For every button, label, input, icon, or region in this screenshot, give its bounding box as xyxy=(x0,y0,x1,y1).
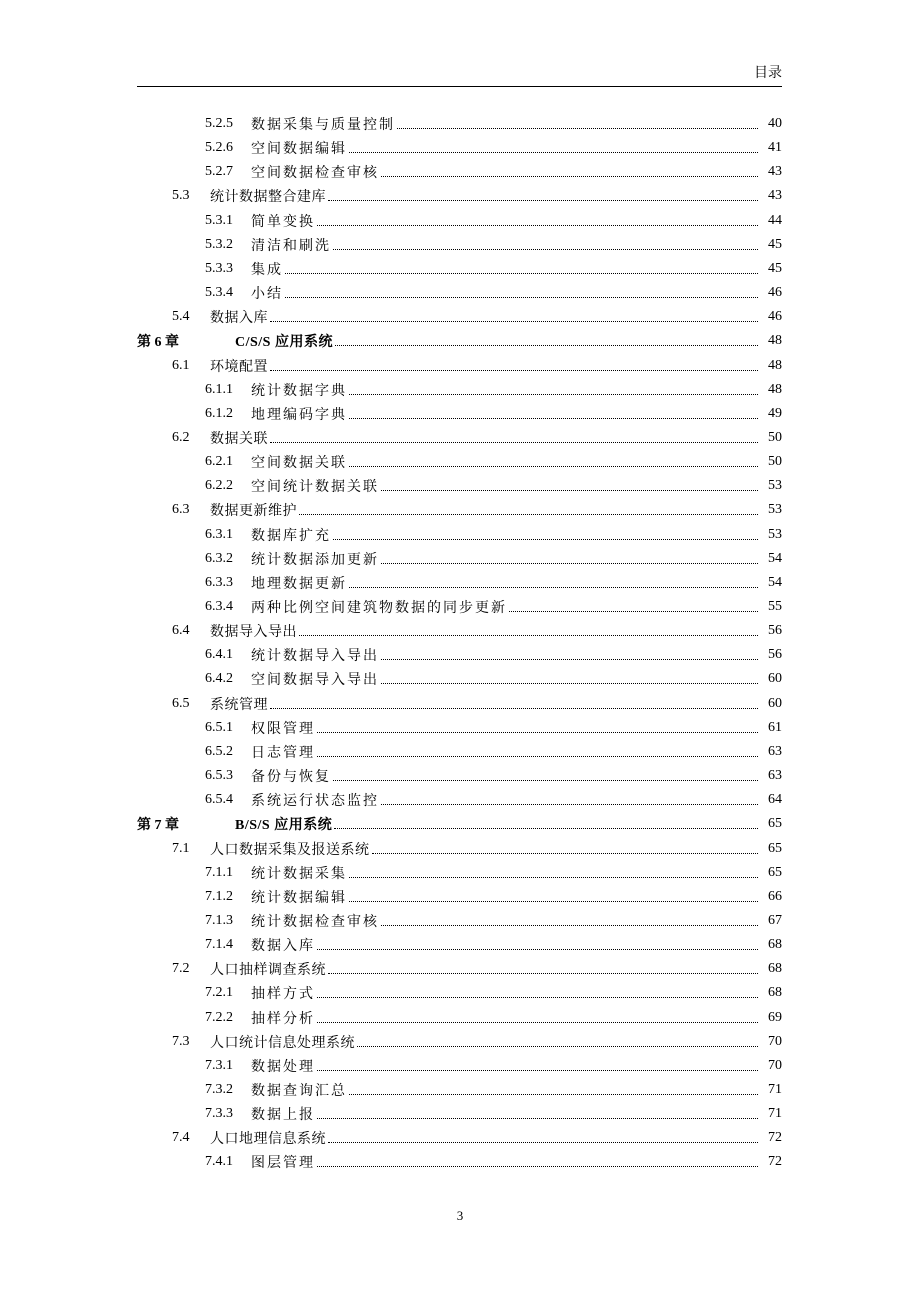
toc-leader-dots xyxy=(333,528,758,542)
header-title: 目录 xyxy=(754,66,782,81)
toc-entry-title: 抽样方式 xyxy=(251,987,315,1003)
toc-entry-page: 68 xyxy=(768,937,782,953)
toc-entry-number: 6.2.2 xyxy=(205,478,233,494)
toc-leader-dots xyxy=(270,310,758,324)
toc-entry-number: 7.3.1 xyxy=(205,1057,233,1073)
toc-entry-title: 备份与恢复 xyxy=(251,770,331,786)
toc-entry-number: 5.3.2 xyxy=(205,236,233,252)
toc-entry-page: 45 xyxy=(768,260,782,276)
toc-leader-dots xyxy=(381,648,758,662)
toc-entry-number: 5.3.1 xyxy=(205,212,233,228)
toc-entry-title: 系统管理 xyxy=(210,697,268,713)
toc-entry-title: 人口抽样调查系统 xyxy=(210,963,326,979)
toc-entry[interactable] xyxy=(172,837,782,861)
toc-entry-title: 空间数据检查审核 xyxy=(251,166,379,182)
toc-entry[interactable] xyxy=(205,571,782,595)
toc-entry[interactable] xyxy=(205,933,782,957)
toc-leader-dots xyxy=(317,938,758,952)
toc-entry-page: 63 xyxy=(768,743,782,759)
toc-entry-title: 空间数据关联 xyxy=(251,456,347,472)
toc-leader-dots xyxy=(349,576,758,590)
toc-entry-title: 数据处理 xyxy=(251,1059,315,1075)
toc-entry-number: 5.3 xyxy=(172,188,190,204)
toc-leader-dots xyxy=(397,117,758,131)
toc-leader-dots xyxy=(334,817,758,831)
toc-entry-number: 7.1 xyxy=(172,840,190,856)
toc-leader-dots xyxy=(333,238,758,252)
toc-leader-dots xyxy=(357,1035,758,1049)
toc-leader-dots xyxy=(317,721,758,735)
toc-leader-dots xyxy=(317,1155,758,1169)
toc-entry-title: 数据库扩充 xyxy=(251,528,331,544)
toc-entry[interactable] xyxy=(205,523,782,547)
toc-entry-title: 简单变换 xyxy=(251,214,315,230)
toc-entry-number: 5.2.6 xyxy=(205,140,233,156)
toc-entry-number: 6.3 xyxy=(172,502,190,518)
toc-entry[interactable] xyxy=(205,209,782,233)
toc-leader-dots xyxy=(270,359,758,373)
toc-entry-title: 统计数据采集 xyxy=(251,866,347,882)
toc-entry-number: 7.3.3 xyxy=(205,1106,233,1122)
toc-leader-dots xyxy=(317,1107,758,1121)
toc-entry-title: 图层管理 xyxy=(251,1156,315,1172)
toc-entry-page: 50 xyxy=(768,454,782,470)
toc-entry-page: 45 xyxy=(768,236,782,252)
toc-entry[interactable] xyxy=(205,909,782,933)
toc-entry-number: 6.5.3 xyxy=(205,768,233,784)
toc-entry-page: 60 xyxy=(768,695,782,711)
toc-entry-title: 统计数据添加更新 xyxy=(251,552,379,568)
toc-entry-page: 70 xyxy=(768,1033,782,1049)
toc-leader-dots xyxy=(317,1011,758,1025)
toc-entry-title: 数据采集与质量控制 xyxy=(251,118,395,133)
toc-leader-dots xyxy=(328,1131,758,1145)
toc-entry-number: 第 6 章 xyxy=(137,335,179,351)
toc-entry[interactable] xyxy=(205,450,782,474)
toc-entry-number: 6.1.1 xyxy=(205,381,233,397)
toc-entry-page: 61 xyxy=(768,719,782,735)
toc-entry-number: 7.1.3 xyxy=(205,912,233,928)
toc-entry-title: 权限管理 xyxy=(251,721,315,737)
toc-entry-number: 6.4.1 xyxy=(205,647,233,663)
toc-entry-title: 环境配置 xyxy=(210,359,268,375)
toc-leader-dots xyxy=(349,407,758,421)
toc-entry[interactable] xyxy=(205,764,782,788)
toc-entry[interactable] xyxy=(205,547,782,571)
toc-entry-title: 统计数据字典 xyxy=(251,383,347,399)
toc-leader-dots xyxy=(285,262,758,276)
toc-entry-number: 6.2 xyxy=(172,429,190,445)
toc-entry-number: 5.3.3 xyxy=(205,260,233,276)
toc-entry-number: 7.2 xyxy=(172,961,190,977)
toc-entry-title: 数据入库 xyxy=(251,939,315,955)
toc-entry-page: 68 xyxy=(768,985,782,1001)
toc-entry-title: 人口地理信息系统 xyxy=(210,1132,326,1148)
toc-entry-number: 6.5 xyxy=(172,695,190,711)
toc-entry-number: 7.4 xyxy=(172,1130,190,1146)
toc-leader-dots xyxy=(299,624,758,638)
toc-entry-title: 统计数据编辑 xyxy=(251,890,347,906)
toc-leader-dots xyxy=(509,600,758,614)
toc-entry-page: 49 xyxy=(768,405,782,421)
toc-entry-title: 空间数据导入导出 xyxy=(251,673,379,689)
toc-entry-title: B/S/S 应用系统 xyxy=(235,818,333,834)
toc-entry-page: 65 xyxy=(768,840,782,856)
toc-leader-dots xyxy=(372,842,759,856)
toc-entry-title: C/S/S 应用系统 xyxy=(235,335,333,351)
toc-entry[interactable] xyxy=(205,474,782,498)
toc-entry-title: 统计数据检查审核 xyxy=(251,914,379,930)
toc-entry-title: 数据更新维护 xyxy=(210,504,297,520)
toc-entry-page: 46 xyxy=(768,285,782,301)
toc-entry-title: 人口统计信息处理系统 xyxy=(210,1035,355,1051)
toc-entry-page: 69 xyxy=(768,1009,782,1025)
toc-leader-dots xyxy=(299,503,758,517)
toc-entry[interactable] xyxy=(205,233,782,257)
toc-entry[interactable] xyxy=(205,281,782,305)
toc-entry-title: 统计数据整合建库 xyxy=(210,190,326,206)
toc-entry-title: 数据查询汇总 xyxy=(251,1084,347,1099)
toc-entry-title: 空间数据编辑 xyxy=(251,142,347,158)
toc-entry-number: 6.3.2 xyxy=(205,550,233,566)
toc-entry-page: 46 xyxy=(768,309,782,325)
toc-entry-page: 63 xyxy=(768,768,782,784)
toc-entry-number: 6.3.3 xyxy=(205,574,233,590)
toc-entry[interactable] xyxy=(205,981,782,1005)
toc-entry-title: 日志管理 xyxy=(251,745,315,761)
toc-entry-number: 7.4.1 xyxy=(205,1154,233,1170)
toc-leader-dots xyxy=(285,286,758,300)
toc-entry-number: 6.5.1 xyxy=(205,719,233,735)
toc-entry-page: 71 xyxy=(768,1082,782,1097)
toc-entry[interactable] xyxy=(172,426,782,450)
toc-entry[interactable] xyxy=(205,595,782,619)
toc-entry[interactable] xyxy=(172,692,782,716)
toc-leader-dots xyxy=(381,165,758,179)
toc-entry-title: 数据入库 xyxy=(210,311,268,327)
toc-entry[interactable] xyxy=(172,184,782,208)
toc-entry-number: 6.3.4 xyxy=(205,599,233,614)
toc-entry-page: 50 xyxy=(768,429,782,445)
toc-entry-page: 67 xyxy=(768,912,782,928)
toc-entry-number: 6.3.1 xyxy=(205,526,233,542)
toc-entry-page: 64 xyxy=(768,792,782,808)
toc-entry[interactable] xyxy=(205,1102,782,1126)
toc-entry-page: 60 xyxy=(768,671,782,687)
toc-entry-page: 53 xyxy=(768,502,782,518)
toc-entry-number: 6.4 xyxy=(172,623,190,639)
toc-entry[interactable] xyxy=(205,1054,782,1078)
toc-entry-number: 7.3.2 xyxy=(205,1082,233,1097)
toc-leader-dots xyxy=(381,793,758,807)
toc-entry-number: 7.2.2 xyxy=(205,1009,233,1025)
toc-leader-dots xyxy=(270,697,758,711)
toc-entry-title: 数据上报 xyxy=(251,1108,315,1124)
toc-entry-number: 7.2.1 xyxy=(205,985,233,1001)
toc-leader-dots xyxy=(381,479,758,493)
toc-entry-page: 66 xyxy=(768,888,782,904)
page-number: 3 xyxy=(456,1208,464,1223)
toc-leader-dots xyxy=(317,1059,758,1073)
toc-entry-page: 44 xyxy=(768,212,782,228)
toc-entry[interactable] xyxy=(205,716,782,740)
toc-entry-page: 65 xyxy=(768,864,782,880)
toc-entry-number: 6.5.4 xyxy=(205,792,233,808)
toc-entry[interactable] xyxy=(137,812,782,836)
toc-leader-dots xyxy=(349,141,758,155)
toc-entry-page: 54 xyxy=(768,550,782,566)
toc-entry-page: 48 xyxy=(768,333,782,349)
toc-entry[interactable] xyxy=(205,1150,782,1174)
toc-leader-dots xyxy=(328,189,758,203)
toc-entry[interactable] xyxy=(205,861,782,885)
toc-entry[interactable] xyxy=(205,402,782,426)
toc-leader-dots xyxy=(349,383,758,397)
toc-entry[interactable] xyxy=(205,740,782,764)
toc-leader-dots xyxy=(349,455,758,469)
toc-entry-title: 集成 xyxy=(251,262,283,278)
toc-entry[interactable] xyxy=(172,1126,782,1150)
page-header xyxy=(137,60,782,87)
toc-entry[interactable] xyxy=(205,667,782,691)
toc-entry[interactable] xyxy=(172,1030,782,1054)
toc-entry-page: 40 xyxy=(768,116,782,131)
toc-leader-dots xyxy=(317,986,758,1000)
toc-entry-page: 48 xyxy=(768,381,782,397)
toc-leader-dots xyxy=(349,1083,758,1097)
toc-leader-dots xyxy=(270,431,758,445)
toc-leader-dots xyxy=(381,914,758,928)
toc-leader-dots xyxy=(335,334,758,348)
toc-entry-page: 48 xyxy=(768,357,782,373)
toc-entry[interactable] xyxy=(205,378,782,402)
toc-entry-title: 人口数据采集及报送系统 xyxy=(210,842,370,858)
toc-entry[interactable] xyxy=(172,354,782,378)
toc-leader-dots xyxy=(349,890,758,904)
toc-entry-page: 65 xyxy=(768,816,782,832)
toc-entry-number: 5.3.4 xyxy=(205,285,233,301)
toc-entry-number: 7.1.1 xyxy=(205,864,233,880)
toc-leader-dots xyxy=(328,962,758,976)
toc-entry-number: 6.4.2 xyxy=(205,671,233,687)
toc-entry-page: 53 xyxy=(768,526,782,542)
toc-entry[interactable] xyxy=(205,257,782,281)
toc-entry-number: 5.4 xyxy=(172,309,190,325)
toc-entry-page: 56 xyxy=(768,647,782,663)
toc-entry[interactable] xyxy=(172,305,782,329)
toc-entry-title: 两种比例空间建筑物数据的同步更新 xyxy=(251,601,507,616)
toc-entry-page: 71 xyxy=(768,1106,782,1122)
toc-entry-page: 70 xyxy=(768,1057,782,1073)
toc-entry[interactable] xyxy=(205,136,782,160)
toc-entry-number: 7.1.2 xyxy=(205,888,233,904)
toc-entry-number: 7.1.4 xyxy=(205,937,233,953)
toc-entry-number: 6.1 xyxy=(172,357,190,373)
toc-entry-number: 7.3 xyxy=(172,1033,190,1049)
toc-entry-title: 地理编码字典 xyxy=(251,407,347,423)
toc-entry[interactable] xyxy=(205,788,782,812)
toc-entry-title: 抽样分析 xyxy=(251,1011,315,1027)
toc-entry-number: 6.2.1 xyxy=(205,454,233,470)
toc-entry-title: 数据导入导出 xyxy=(210,625,297,641)
toc-entry-page: 53 xyxy=(768,478,782,494)
toc-entry-title: 小结 xyxy=(251,287,283,303)
toc-entry-page: 55 xyxy=(768,599,782,614)
toc-entry-page: 54 xyxy=(768,574,782,590)
toc-entry-title: 系统运行状态监控 xyxy=(251,794,379,810)
toc-leader-dots xyxy=(381,552,758,566)
toc-entry-page: 72 xyxy=(768,1130,782,1146)
toc-entry-number: 5.2.5 xyxy=(205,116,233,131)
toc-entry-page: 41 xyxy=(768,140,782,156)
toc-entry[interactable] xyxy=(172,619,782,643)
toc-entry-title: 统计数据导入导出 xyxy=(251,649,379,665)
toc-entry-number: 第 7 章 xyxy=(137,818,179,834)
toc-entry-page: 72 xyxy=(768,1154,782,1170)
toc-entry-number: 6.1.2 xyxy=(205,405,233,421)
toc-leader-dots xyxy=(317,214,758,228)
toc-entry-title: 数据关联 xyxy=(210,431,268,447)
toc-entry[interactable] xyxy=(205,1078,782,1102)
toc-leader-dots xyxy=(333,769,758,783)
toc-entry-page: 56 xyxy=(768,623,782,639)
toc-entry-page: 43 xyxy=(768,188,782,204)
toc-leader-dots xyxy=(317,745,758,759)
toc-entry-number: 5.2.7 xyxy=(205,164,233,180)
toc-entry-title: 清洁和刷洗 xyxy=(251,238,331,254)
toc-entry[interactable] xyxy=(172,498,782,522)
toc-entry[interactable] xyxy=(137,329,782,353)
toc-entry[interactable] xyxy=(205,643,782,667)
toc-entry[interactable] xyxy=(205,160,782,184)
toc-entry-title: 地理数据更新 xyxy=(251,576,347,592)
toc-entry-page: 68 xyxy=(768,961,782,977)
toc-leader-dots xyxy=(381,672,758,686)
toc-entry[interactable] xyxy=(172,957,782,981)
toc-leader-dots xyxy=(349,866,758,880)
toc-entry[interactable] xyxy=(205,1006,782,1030)
toc-entry[interactable] xyxy=(205,885,782,909)
toc-entry-number: 6.5.2 xyxy=(205,743,233,759)
toc-entry-page: 43 xyxy=(768,164,782,180)
toc-entry[interactable] xyxy=(205,112,782,136)
toc-entry-title: 空间统计数据关联 xyxy=(251,480,379,496)
